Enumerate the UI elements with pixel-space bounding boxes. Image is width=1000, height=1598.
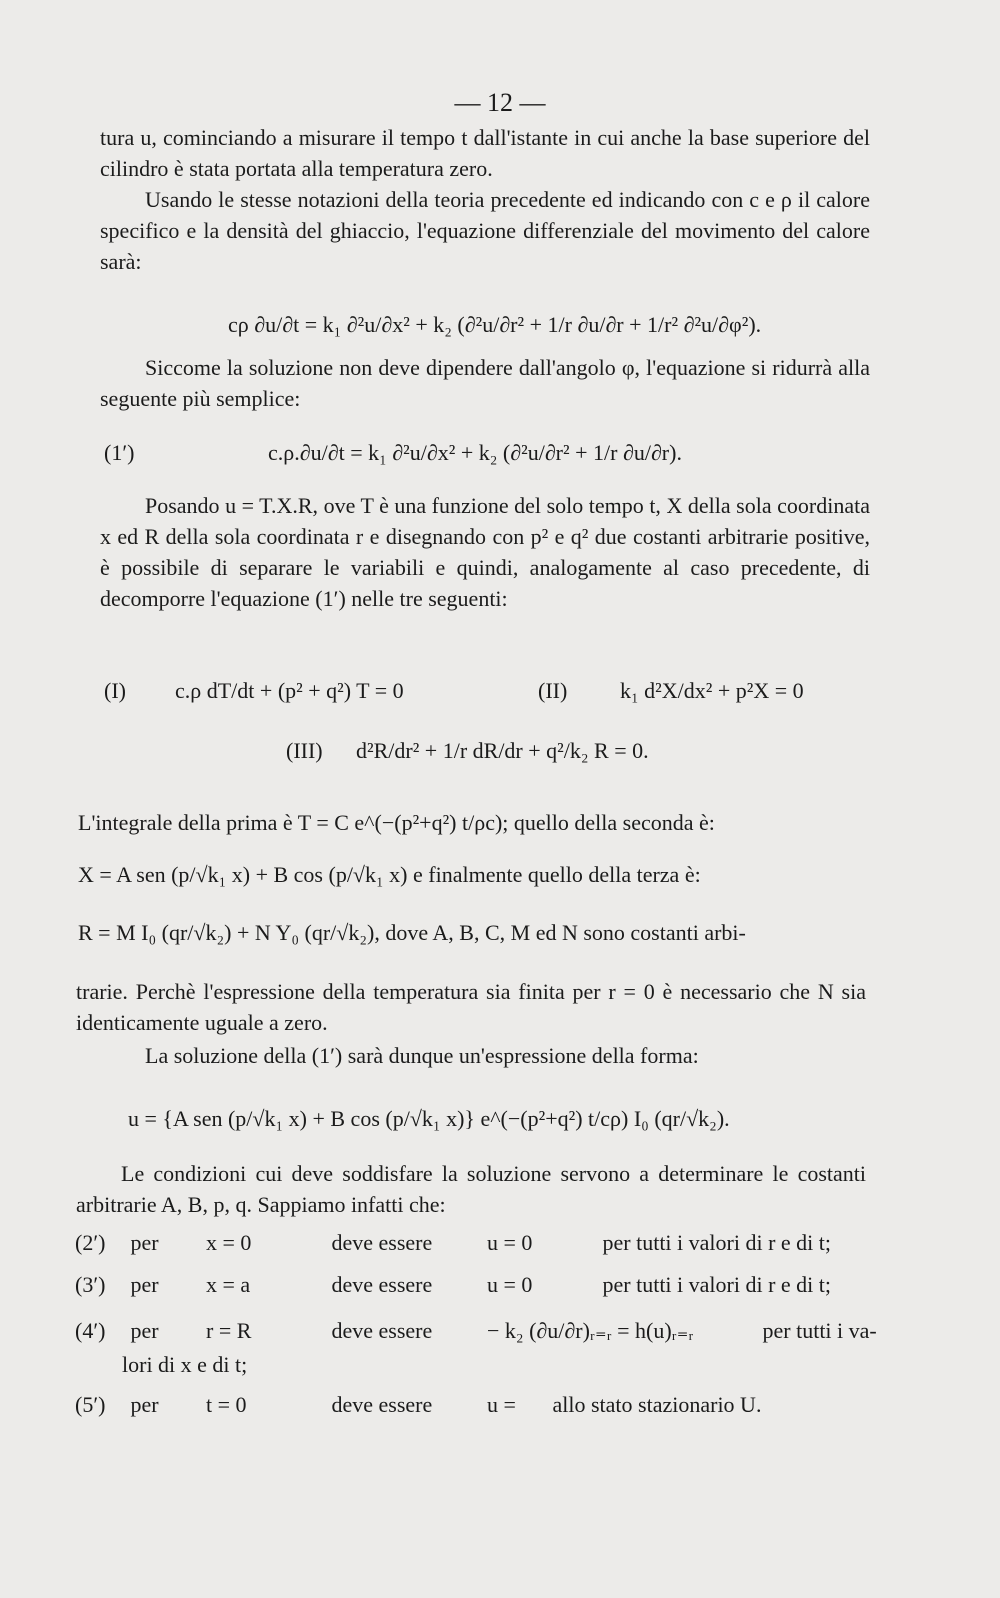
paragraph-7-block bbox=[76, 1158, 866, 1220]
condition-scope: per tutti i va- bbox=[762, 1318, 877, 1343]
paragraph-3-block bbox=[100, 352, 870, 414]
condition-value: u = 0 bbox=[487, 1272, 533, 1297]
paragraph-2: Usando le stesse notazioni della teoria precedente ed indicando con c e ρ il calore specifico e la densità del ghiaccio, l'equazione differenziale del movimento del calore sarà: bbox=[100, 187, 870, 274]
paragraph-1-block bbox=[100, 122, 870, 184]
condition-verb: deve essere bbox=[331, 1318, 433, 1343]
condition-per: per bbox=[130, 1230, 159, 1255]
condition-label: (3′) bbox=[75, 1272, 106, 1297]
integral-line-1: L'integrale della prima è T = C e^(−(p²+q²) t/ρc); quello della seconda è: bbox=[78, 810, 715, 835]
condition-scope: allo stato stazionario U. bbox=[552, 1392, 762, 1417]
paragraph-6-block bbox=[100, 1040, 870, 1071]
equation-1: c.ρ.∂u/∂t = k₁ ∂²u/∂x² + k₂ (∂²u/∂r² + 1/r ∂u/∂r). bbox=[268, 440, 682, 465]
paragraph-1: tura u, cominciando a misurare il tempo t dall'istante in cui anche la base superiore del cilindro è stata portata alla temperatura zero. bbox=[100, 125, 870, 181]
equation-II: k₁ d²X/dx² + p²X = 0 bbox=[620, 678, 804, 703]
condition-label: (4′) bbox=[75, 1318, 106, 1343]
condition-3 bbox=[75, 1272, 875, 1298]
page-number: — 12 — bbox=[454, 88, 546, 117]
condition-5 bbox=[75, 1392, 875, 1418]
paragraph-6: La soluzione della (1′) sarà dunque un'espressione della forma: bbox=[145, 1043, 699, 1068]
integral-line-3: R = M I₀ (qr/√k₂) + N Y₀ (qr/√k₂), dove A, B, C, M ed N sono costanti arbi- bbox=[78, 920, 746, 945]
equation-I: c.ρ dT/dt + (p² + q²) T = 0 bbox=[175, 678, 404, 703]
condition-variable: x = a bbox=[206, 1272, 251, 1297]
equation-II-label: (II) bbox=[538, 678, 568, 703]
condition-2 bbox=[75, 1230, 875, 1256]
condition-value: − k₂ (∂u/∂r)ᵣ₌ᵣ = h(u)ᵣ₌ᵣ bbox=[487, 1318, 694, 1343]
condition-verb: deve essere bbox=[331, 1230, 433, 1255]
equation-I-label: (I) bbox=[104, 678, 126, 703]
condition-scope: per tutti i valori di r e di t; bbox=[602, 1230, 832, 1255]
condition-per: per bbox=[130, 1272, 159, 1297]
condition-scope: per tutti i valori di r e di t; bbox=[602, 1272, 832, 1297]
paragraph-4: Posando u = T.X.R, ove T è una funzione del solo tempo t, X della sola coordinata x ed R della sola coordinata r e disegnando con p² e q² due costanti arbitrarie positive, è possibile di separare le variabili e quindi, analogamente al caso precedente, di decomporre l'equazione (1′) nelle tre seguenti: bbox=[100, 493, 870, 611]
condition-verb: deve essere bbox=[331, 1272, 433, 1297]
condition-label: (5′) bbox=[75, 1392, 106, 1417]
equation-1-label: (1′) bbox=[104, 440, 135, 465]
paragraph-4-block bbox=[100, 490, 870, 614]
condition-4 bbox=[75, 1318, 875, 1344]
condition-label: (2′) bbox=[75, 1230, 106, 1255]
condition-variable: x = 0 bbox=[206, 1230, 252, 1255]
condition-value: u = 0 bbox=[487, 1230, 533, 1255]
condition-variable: t = 0 bbox=[206, 1392, 247, 1417]
condition-value: u = bbox=[487, 1392, 516, 1417]
paragraph-5-block bbox=[76, 976, 866, 1038]
condition-variable: r = R bbox=[206, 1318, 252, 1343]
paragraph-5: trarie. Perchè l'espressione della temperatura sia finita per r = 0 è necessario che N sia identicamente uguale a zero. bbox=[76, 979, 866, 1035]
equation-main: cρ ∂u/∂t = k₁ ∂²u/∂x² + k₂ (∂²u/∂r² + 1/r ∂u/∂r + 1/r² ∂²u/∂φ²). bbox=[228, 312, 762, 337]
paragraph-3: Siccome la soluzione non deve dipendere dall'angolo φ, l'equazione si ridurrà alla seguente più semplice: bbox=[100, 355, 870, 411]
paragraph-2-block bbox=[100, 184, 870, 277]
condition-per: per bbox=[130, 1392, 159, 1417]
condition-verb: deve essere bbox=[331, 1392, 433, 1417]
equation-III: d²R/dr² + 1/r dR/dr + q²/k₂ R = 0. bbox=[356, 738, 649, 763]
condition-4-continuation: lori di x e di t; bbox=[122, 1352, 248, 1377]
integral-line-2: X = A sen (p/√k₁ x) + B cos (p/√k₁ x) e finalmente quello della terza è: bbox=[78, 862, 701, 887]
equation-III-label: (III) bbox=[286, 738, 323, 763]
equation-solution: u = {A sen (p/√k₁ x) + B cos (p/√k₁ x)} e^(−(p²+q²) t/cρ) I₀ (qr/√k₂). bbox=[128, 1106, 730, 1131]
paragraph-7: Le condizioni cui deve soddisfare la soluzione servono a determinare le costanti arbitrarie A, B, p, q. Sappiamo infatti che: bbox=[76, 1161, 866, 1217]
condition-per: per bbox=[130, 1318, 159, 1343]
